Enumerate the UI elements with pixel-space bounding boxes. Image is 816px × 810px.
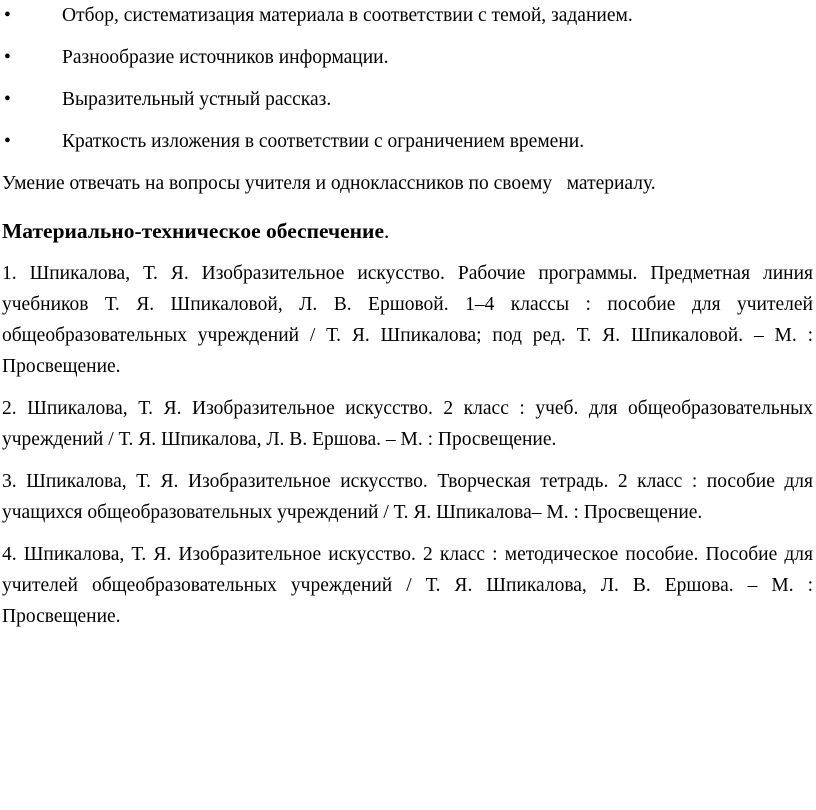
criteria-item-text: Выразительный устный рассказ. bbox=[62, 89, 332, 110]
criteria-item-text: Отбор, систематизация материала в соответствии с темой, заданием. bbox=[62, 5, 633, 26]
criteria-item bbox=[2, 42, 813, 73]
criteria-item bbox=[2, 84, 813, 115]
criteria-item bbox=[2, 126, 813, 157]
skill-paragraph: Умение отвечать на вопросы учителя и одноклассников по своему материалу. bbox=[2, 173, 656, 194]
bullet-icon: • bbox=[4, 47, 11, 68]
bullet-icon: • bbox=[4, 5, 11, 26]
reference-item: 3. Шпикалова, Т. Я. Изобразительное искусство. Творческая тетрадь. 2 класс : пособие для учащихся общеобразовательных учреждений / Т. Я. Шпикалова– М. : Просвещение. bbox=[2, 471, 813, 523]
reference-item: 1. Шпикалова, Т. Я. Изобразительное искусство. Рабочие программы. Предметная линия учебников Т. Я. Шпикаловой, Л. В. Ершовой. 1–4 классы : пособие для учителей общеобразовательных учреждений / Т. Я. Шпикалова; под ред. Т. Я. Шпикаловой. – М. : Просвещение. bbox=[2, 263, 813, 377]
bullet-icon: • bbox=[4, 131, 11, 152]
section-heading-text: Материально-техническое обеспечение bbox=[2, 219, 384, 243]
criteria-item-text: Краткость изложения в соответствии с ограничением времени. bbox=[62, 131, 585, 152]
section-heading bbox=[2, 216, 813, 246]
references-list bbox=[2, 258, 813, 632]
criteria-list bbox=[2, 0, 813, 157]
bullet-icon: • bbox=[4, 89, 11, 110]
criteria-item bbox=[2, 0, 813, 31]
criteria-item-text: Разнообразие источников информации. bbox=[62, 47, 389, 68]
section-heading-period: . bbox=[384, 219, 390, 243]
reference-item: 2. Шпикалова, Т. Я. Изобразительное искусство. 2 класс : учеб. для общеобразовательных учреждений / Т. Я. Шпикалова, Л. В. Ершова. – М. : Просвещение. bbox=[2, 398, 813, 450]
reference-item: 4. Шпикалова, Т. Я. Изобразительное искусство. 2 класс : методическое пособие. Пособие для учителей общеобразовательных учреждений / Т. Я. Шпикалова, Л. В. Ершова. – М. : Просвещение. bbox=[2, 544, 813, 627]
